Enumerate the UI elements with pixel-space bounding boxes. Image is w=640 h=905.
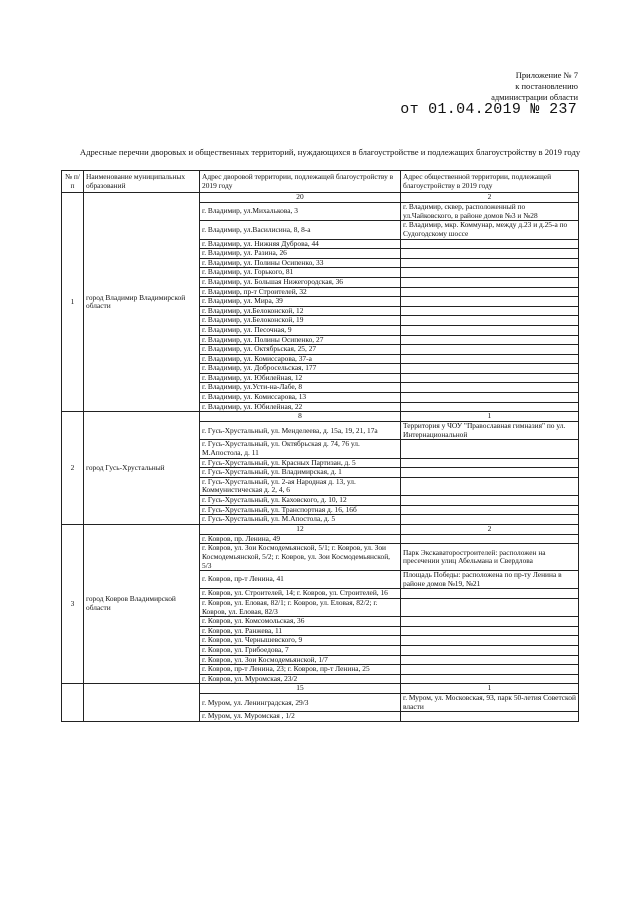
public-address [401, 589, 579, 599]
public-address [401, 373, 579, 383]
public-address [401, 316, 579, 326]
yard-address: г. Владимир, ул. Мира, 39 [200, 297, 401, 307]
yard-address: г. Гусь-Хрустальный, ул. М.Апостола, д. 5 [200, 515, 401, 525]
public-address [401, 496, 579, 506]
appendix-authority: администрации области [491, 92, 578, 102]
yard-address: г. Владимир, пр-т Строителей, 32 [200, 287, 401, 297]
public-address [401, 477, 579, 495]
public-address [401, 335, 579, 345]
document-title: Адресные перечни дворовых и общественных территорий, нуждающихся в благоустройстве и подлежащих благоустройству в 2019 году [79, 147, 581, 157]
municipality-name: город Владимир Владимирской области [84, 193, 200, 412]
col-header-yard: Адрес дворовой территории, подлежащей благоустройству в 2019 году [200, 171, 401, 193]
section-count-row [62, 684, 579, 694]
public-address [401, 617, 579, 627]
yard-address: г. Ковров, ул. Муромская, 23/2 [200, 674, 401, 684]
public-address: г. Владимир, мкр. Коммунар, между д.23 и д.25-а по Судогодскому шоссе [401, 221, 579, 239]
section-count-row [62, 193, 579, 203]
public-address: Парк Экскаваторостроителей: расположен на пресечении улиц Абельмана и Свердлова [401, 544, 579, 571]
yard-address: г. Владимир, ул. Горького, 81 [200, 268, 401, 278]
public-address [401, 268, 579, 278]
public-address: Площадь Победы: расположена по пр-ту Ленина в районе домов №19, №21 [401, 571, 579, 589]
section-number [62, 684, 84, 722]
yard-address: г. Владимир, ул.Белоконской, 12 [200, 306, 401, 316]
yard-count: 15 [200, 684, 401, 694]
yard-count: 8 [200, 412, 401, 422]
appendix-ref: к постановлению [515, 81, 578, 91]
yard-address: г. Владимир, ул. Юбилейная, 22 [200, 402, 401, 412]
yard-address: г. Муром, ул. Муромская , 1/2 [200, 712, 401, 722]
yard-address: г. Владимир, ул.Михалькова, 3 [200, 203, 401, 221]
public-address [401, 636, 579, 646]
public-address [401, 674, 579, 684]
section-count-row [62, 412, 579, 422]
section-number: 2 [62, 412, 84, 525]
section-count-row [62, 524, 579, 534]
public-address [401, 505, 579, 515]
yard-address: г. Владимир, ул.Усти-на-Лабе, 8 [200, 383, 401, 393]
yard-address: г. Гусь-Хрустальный, ул. Каховского, д. 10, 12 [200, 496, 401, 506]
public-address [401, 458, 579, 468]
yard-address: г. Владимир, ул. Полины Осипенко, 33 [200, 258, 401, 268]
yard-address: г. Ковров, ул. Чернышевского, 9 [200, 636, 401, 646]
public-count: 2 [401, 524, 579, 534]
yard-count: 12 [200, 524, 401, 534]
public-address [401, 287, 579, 297]
municipality-name: город Гусь-Хрустальный [84, 412, 200, 525]
public-address [401, 277, 579, 287]
public-address [401, 598, 579, 616]
yard-address: г. Владимир, ул. Нижняя Дуброва, 44 [200, 239, 401, 249]
yard-address: г. Ковров, ул. Строителей, 14; г. Ковров, ул. Строителей, 16 [200, 589, 401, 599]
yard-address: г. Ковров, ул. Комсомольская, 36 [200, 617, 401, 627]
yard-address: г. Владимир, ул. Добросельская, 177 [200, 364, 401, 374]
public-address [401, 383, 579, 393]
public-count: 1 [401, 684, 579, 694]
col-header-public: Адрес общественной территории, подлежащей благоустройству в 2019 году [401, 171, 579, 193]
public-address [401, 364, 579, 374]
yard-address: г. Ковров, ул. Ранжева, 11 [200, 626, 401, 636]
public-address [401, 665, 579, 675]
public-address [401, 297, 579, 307]
yard-address: г. Гусь-Хрустальный, ул. Владимирская, д. 1 [200, 468, 401, 478]
public-address: г. Владимир, сквер, расположенный по ул.Чайковского, в районе домов №3 и №28 [401, 203, 579, 221]
public-address [401, 239, 579, 249]
yard-address: г. Ковров, ул. Зои Космодемьянской, 1/7 [200, 655, 401, 665]
yard-address: г. Муром, ул. Ленинградская, 29/3 [200, 694, 401, 712]
appendix-header [491, 70, 578, 103]
yard-address: г. Владимир, ул. Песочная, 9 [200, 325, 401, 335]
yard-address: г. Ковров, ул. Грибоедова, 7 [200, 645, 401, 655]
yard-address: г. Гусь-Хрустальный, ул. Красных Партизан, д. 5 [200, 458, 401, 468]
public-address [401, 655, 579, 665]
public-address [401, 712, 579, 722]
decree-date-number: от 01.04.2019 № 237 [400, 101, 577, 118]
public-address [401, 440, 579, 458]
yard-address: г. Ковров, пр. Ленина, 49 [200, 534, 401, 544]
public-address [401, 534, 579, 544]
yard-address: г. Ковров, ул. Зои Космодемьянской, 5/1; г. Ковров, ул. Зои Космодемьянской, 5/2; г. Ковров, ул. Зои Космодемьянской, 5/3 [200, 544, 401, 571]
address-table [61, 170, 579, 722]
section-number: 3 [62, 524, 84, 684]
public-address [401, 354, 579, 364]
public-address [401, 645, 579, 655]
col-header-num: № п/п [62, 171, 84, 193]
yard-address: г. Владимир, ул. Комиссарова, 13 [200, 393, 401, 403]
municipality-name: город Ковров Владимирской области [84, 524, 200, 684]
public-count: 1 [401, 412, 579, 422]
public-address [401, 468, 579, 478]
section-number: 1 [62, 193, 84, 412]
public-address [401, 402, 579, 412]
yard-address: г. Владимир, ул.Белоконской, 19 [200, 316, 401, 326]
yard-address: г. Владимир, ул. Октябрьская, 25, 27 [200, 345, 401, 355]
yard-address: г. Владимир, ул. Большая Нижегородская, 36 [200, 277, 401, 287]
public-address [401, 626, 579, 636]
table-header-row [62, 171, 579, 193]
yard-address: г. Гусь-Хрустальный, ул. 2-ая Народная д. 13, ул. Коммунистическая д. 2, 4, 6 [200, 477, 401, 495]
public-address [401, 249, 579, 259]
yard-address: г. Владимир, ул. Юбилейная, 12 [200, 373, 401, 383]
public-address: г. Муром, ул. Московская, 93, парк 50-летия Советской власти [401, 694, 579, 712]
yard-address: г. Владимир, ул. Разина, 26 [200, 249, 401, 259]
public-address [401, 306, 579, 316]
public-address [401, 515, 579, 525]
yard-address: г. Гусь-Хрустальный, ул. Менделеева, д. 15а, 19, 21, 17а [200, 422, 401, 440]
yard-count: 20 [200, 193, 401, 203]
yard-address: г. Владимир, ул.Василисина, 8, 8-а [200, 221, 401, 239]
yard-address: г. Ковров, пр-т Ленина, 41 [200, 571, 401, 589]
yard-address: г. Владимир, ул. Полины Осипенко, 27 [200, 335, 401, 345]
public-count: 2 [401, 193, 579, 203]
public-address [401, 345, 579, 355]
public-address [401, 258, 579, 268]
col-header-municipality: Наименование муниципальных образований [84, 171, 200, 193]
public-address: Территория у ЧОУ "Православная гимназия" по ул. Интернациональной [401, 422, 579, 440]
yard-address: г. Гусь-Хрустальный, ул. Транспортная д. 16, 16б [200, 505, 401, 515]
municipality-name [84, 684, 200, 722]
public-address [401, 393, 579, 403]
yard-address: г. Ковров, ул. Еловая, 82/1; г. Ковров, ул. Еловая, 82/2; г. Ковров, ул. Еловая, 82/3 [200, 598, 401, 616]
yard-address: г. Ковров, пр-т Ленина, 23; г. Ковров, пр-т Ленина, 25 [200, 665, 401, 675]
appendix-label: Приложение № 7 [515, 70, 578, 80]
yard-address: г. Гусь-Хрустальный, ул. Октябрьская д. 74, 76 ул. М.Апостола, д. 11 [200, 440, 401, 458]
yard-address: г. Владимир, ул. Комиссарова, 37-а [200, 354, 401, 364]
public-address [401, 325, 579, 335]
